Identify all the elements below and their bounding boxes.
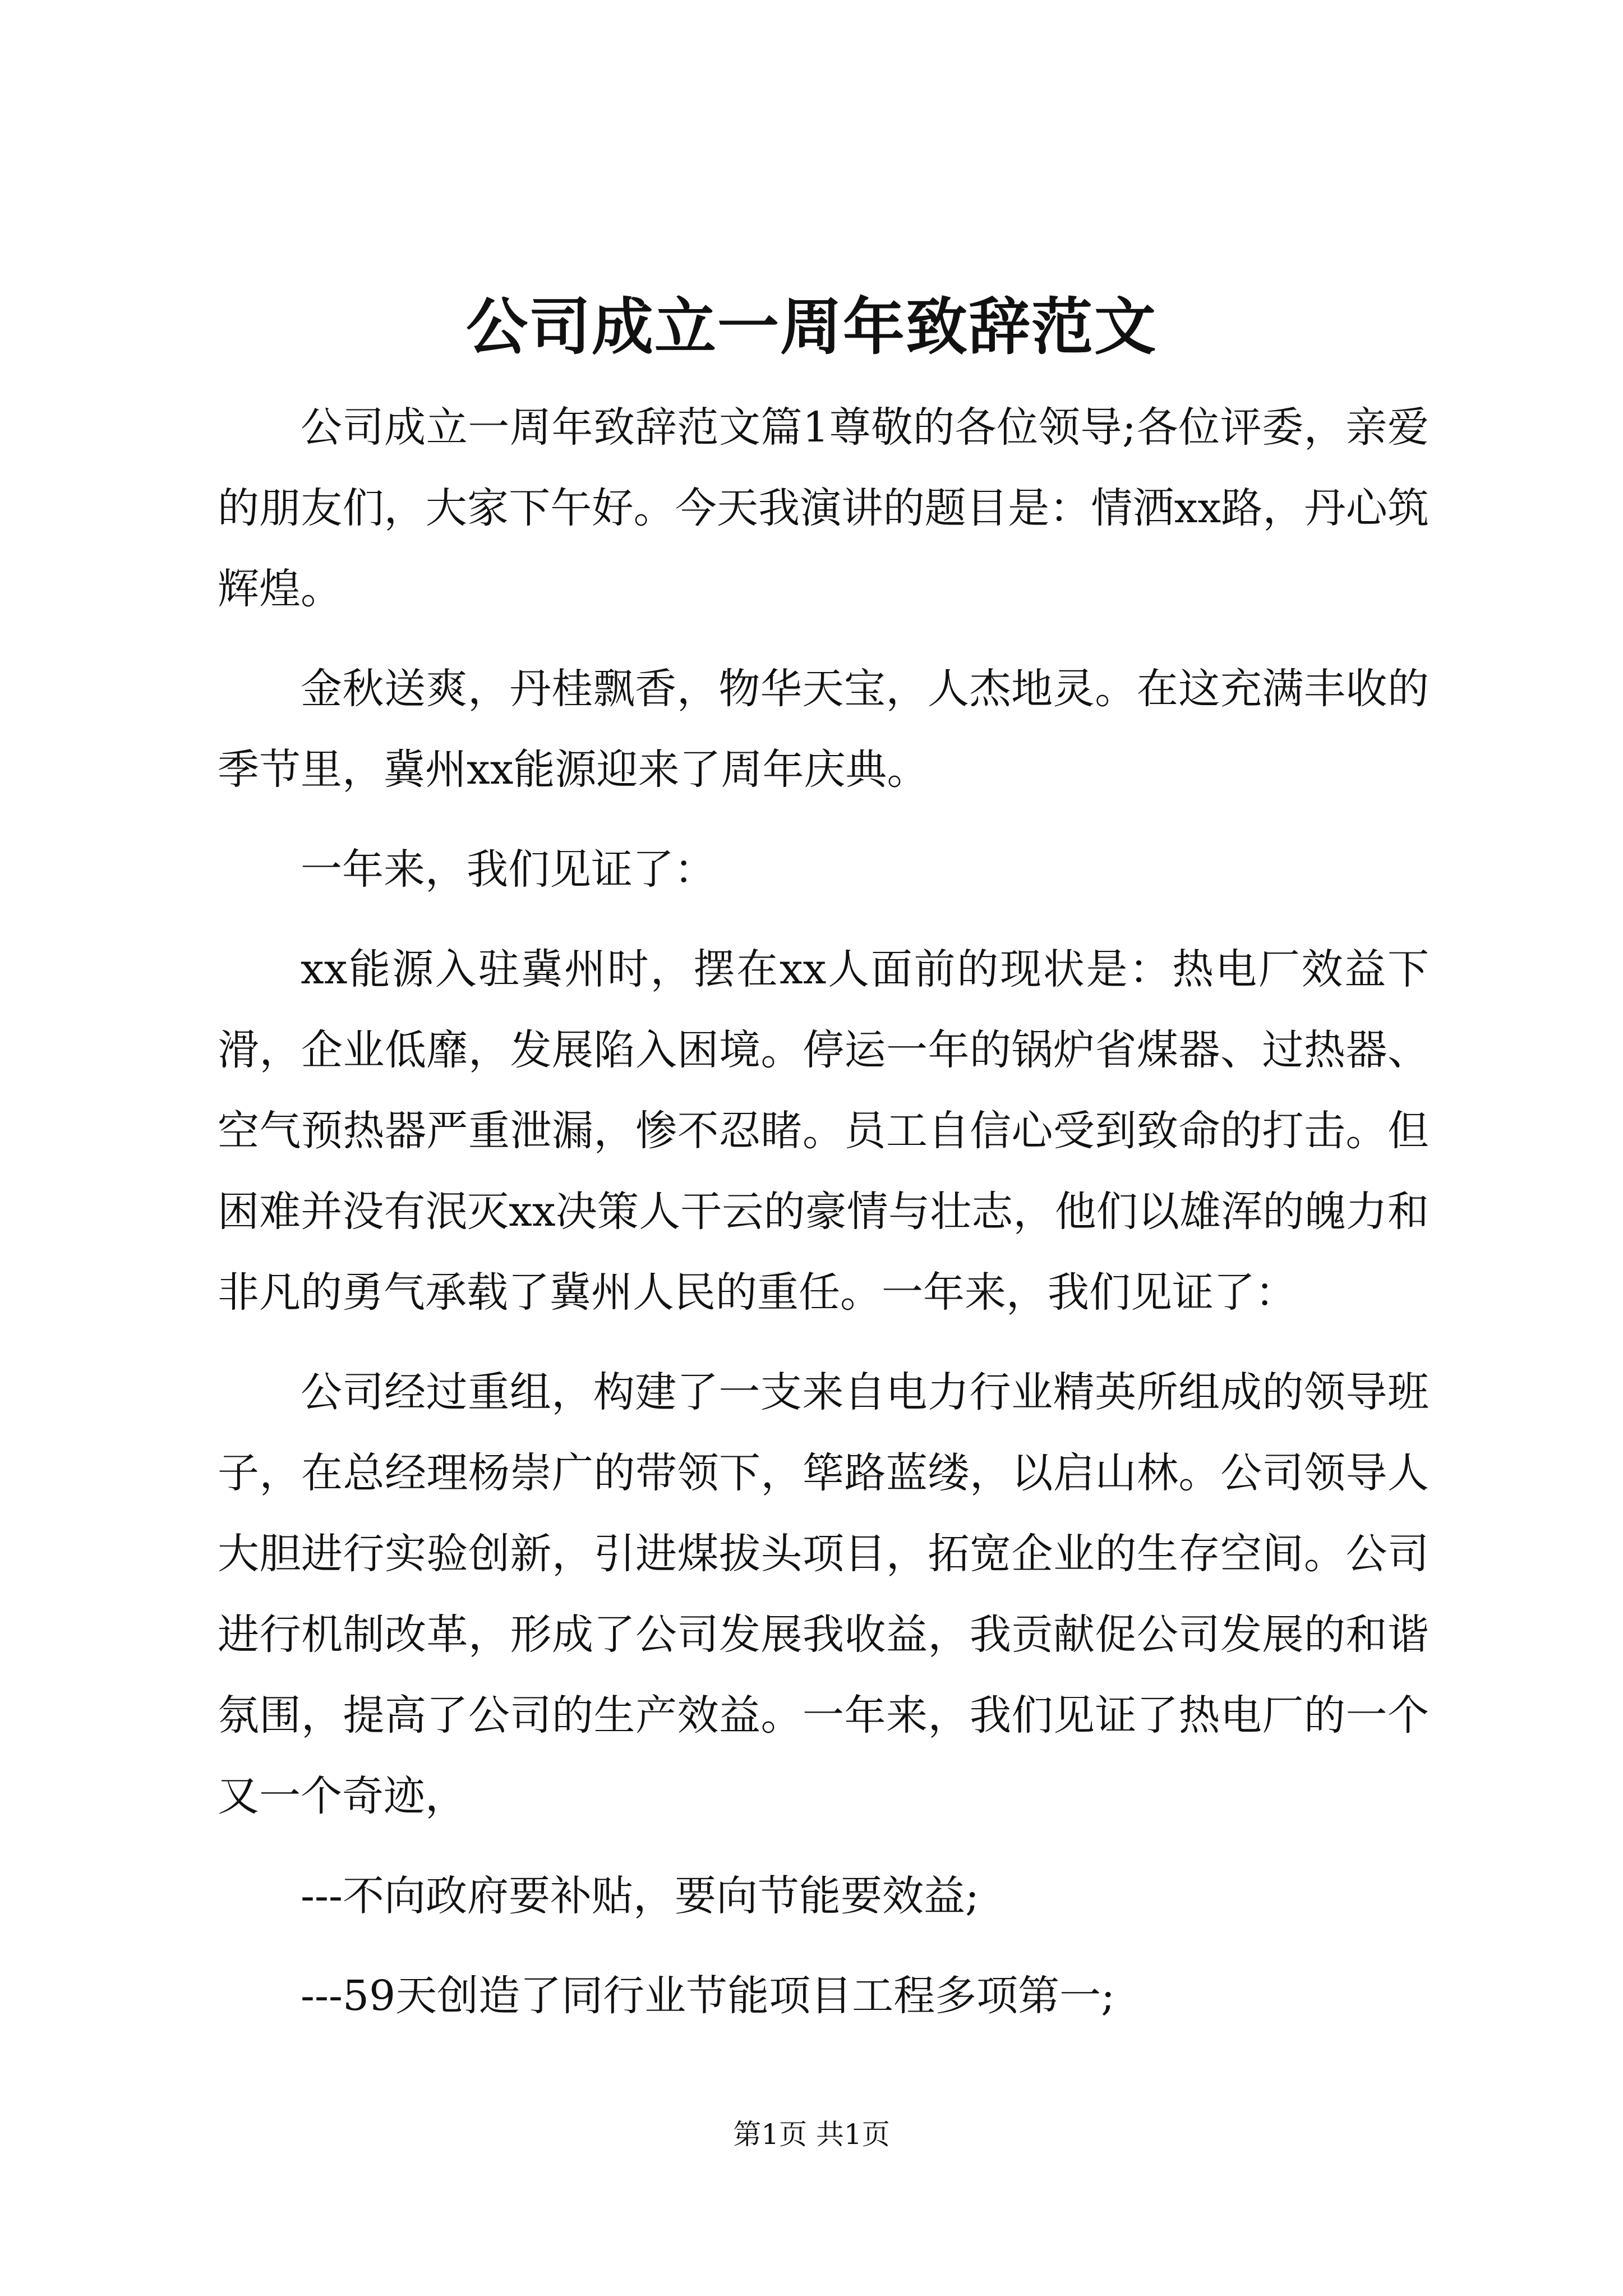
paragraph: ---不向政府要补贴，要向节能要效益; <box>301 1872 979 1920</box>
paragraph: 金秋送爽，丹桂飘香，物华天宝，人杰地灵。在这充满丰收的季节里，冀州xx能源迎来了周年庆典。 <box>218 665 1429 794</box>
paragraph: 公司经过重组，构建了一支来自电力行业精英所组成的领导班子，在总经理杨崇广的带领下，筚路蓝缕，以启山林。公司领导人大胆进行实验创新，引进煤拔头项目，拓宽企业的生存空间。公司进行机制改革，形成了公司发展我收益，我贡献促公司发展的和谐氛围，提高了公司的生产效益。一年来，我们见证了热电厂的一个又一个奇迹， <box>218 1368 1429 1820</box>
paragraph: 一年来，我们见证了： <box>301 845 716 894</box>
document-title: 公司成立一周年致辞范文 <box>466 291 1157 363</box>
paragraph: xx能源入驻冀州时，摆在xx人面前的现状是：热电厂效益下滑，企业低靡，发展陷入困境。停运一年的锅炉省煤器、过热器、空气预热器严重泄漏，惨不忍睹。员工自信心受到致命的打击。但困难并没有泯灭xx决策人干云的豪情与壮志，他们以雄浑的魄力和非凡的勇气承载了冀州人民的重任。一年来，我们见证了： <box>218 945 1429 1317</box>
paragraph: ---59天创造了同行业节能项目工程多项第一; <box>301 1972 1115 2020</box>
document-body <box>218 387 1429 2055</box>
paragraph: 公司成立一周年致辞范文篇1尊敬的各位领导;各位评委，亲爱的朋友们，大家下午好。今天我演讲的题目是：情洒xx路，丹心筑辉煌。 <box>218 403 1429 613</box>
page-footer: 第1页 共1页 <box>733 2118 890 2151</box>
